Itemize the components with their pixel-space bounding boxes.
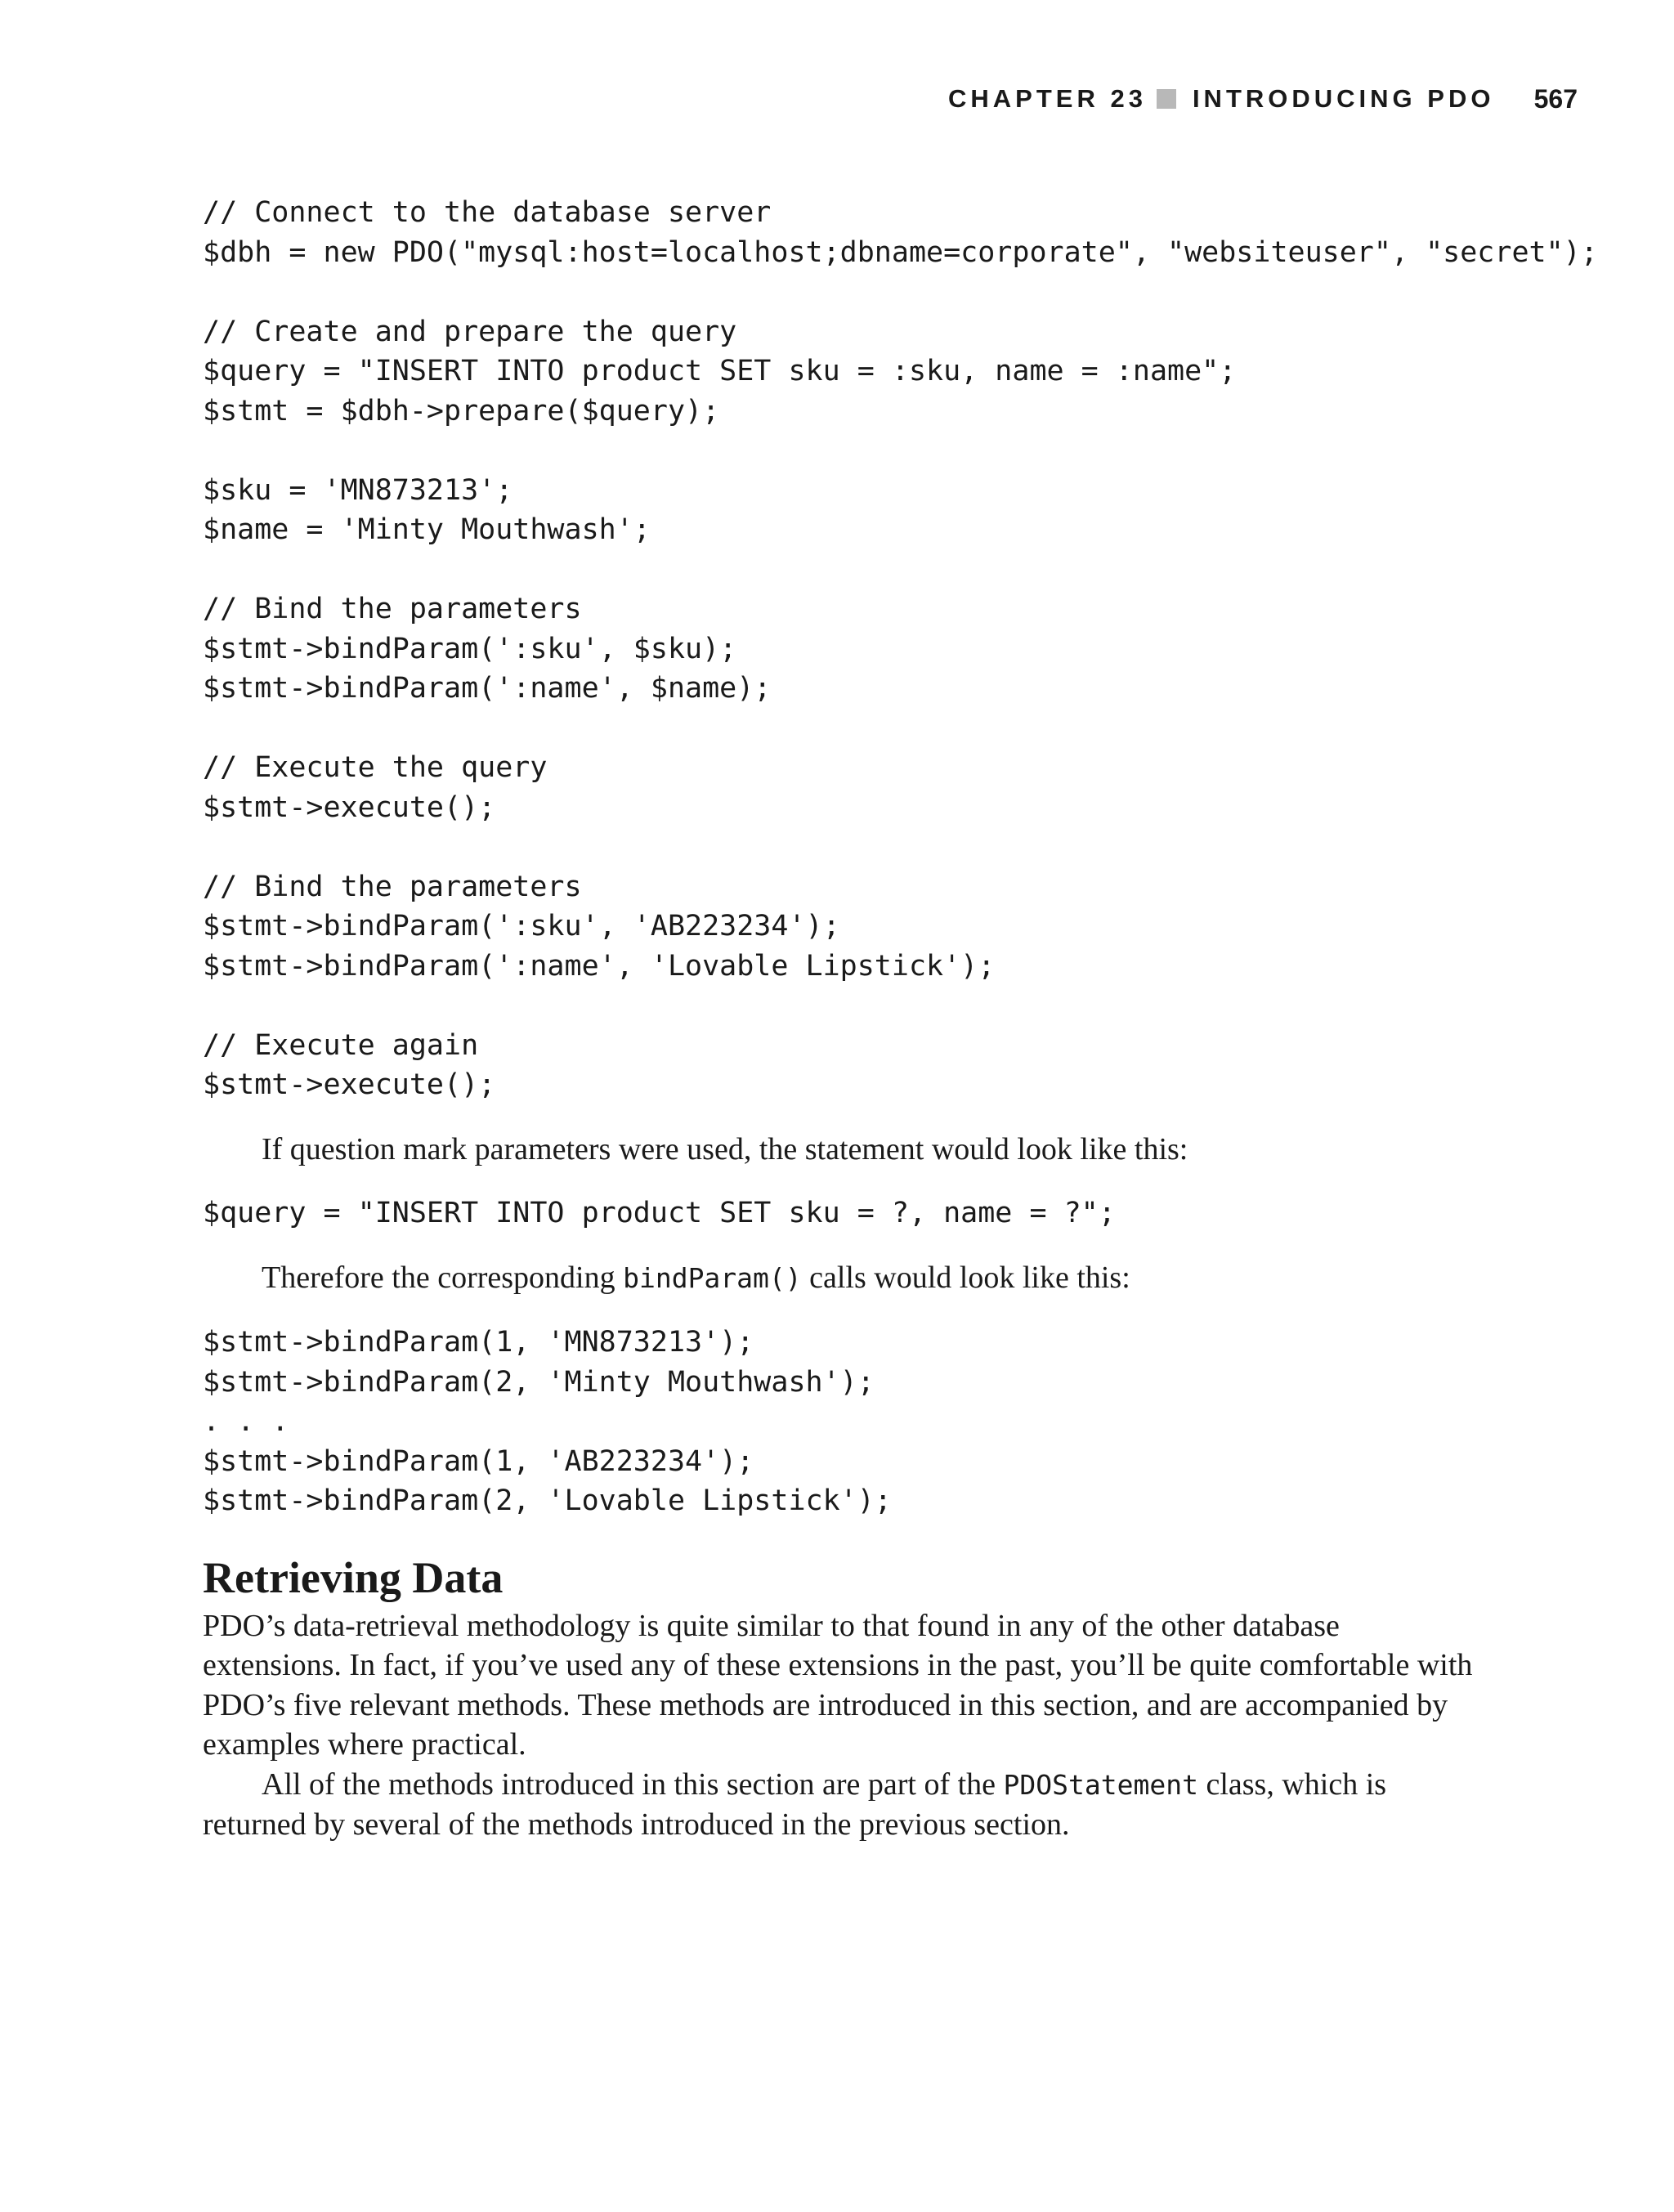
page-content (203, 193, 1598, 1845)
paragraph-pdostatement: All of the methods introduced in this section are part of the PDOStatement class, which is returned by several of the methods introduced in the previous section. (203, 1766, 1387, 1842)
page-number: 567 (1533, 83, 1578, 114)
section-heading: Retrieving Data (203, 1552, 504, 1602)
code-block-question-query: $query = "INSERT INTO product SET sku = ?, name = ?"; (203, 1197, 1116, 1229)
chapter-label: CHAPTER 23 (948, 84, 1147, 113)
inline-code-bindparam: bindParam() (623, 1261, 802, 1294)
paragraph-question-mark: If question mark parameters were used, the statement would look like this: (262, 1131, 1188, 1166)
paragraph-retrieval-methodology: PDO’s data-retrieval methodology is quite similar to that found in any of the other database extensions. In fact, if you’ve used any of these extensions in the past, you’ll be quite comfortable with PDO’s five relevant methods. These methods are introduced in this section, and are accompanied by examples where practical. (203, 1608, 1473, 1762)
inline-code-pdostatement: PDOStatement (1003, 1768, 1198, 1801)
header-separator-square (1157, 89, 1176, 109)
running-head (948, 83, 1578, 115)
code-block-positional-bind: $stmt->bindParam(1, 'MN873213'); $stmt->bindParam(2, 'Minty Mouthwash'); . . . $stmt->bindParam(1, 'AB223234'); $stmt->bindParam(2, 'Lovable Lipstick'); (203, 1326, 892, 1517)
code-block-prepare-bind: // Connect to the database server $dbh = new PDO("mysql:host=localhost;dbname=corporate", "websiteuser", "secret"); // Create and prepare the query $query = "INSERT INTO product SET sku = :sku, name = :name"; $stmt = $dbh->prepare($query); $sku = 'MN873213'; $name = 'Minty Mouthwash'; // Bind the parameters $stmt->bindParam(':sku', $sku); $stmt->bindParam(':name', $name); // Execute the query $stmt->execute(); // Bind the parameters $stmt->bindParam(':sku', 'AB223234'); $stmt->bindParam(':name', 'Lovable Lipstick'); // Execute again $stmt->execute(); (203, 196, 1598, 1101)
chapter-title: INTRODUCING PDO (1192, 84, 1495, 113)
paragraph-therefore: Therefore the corresponding bindParam() calls would look like this: (262, 1260, 1130, 1295)
